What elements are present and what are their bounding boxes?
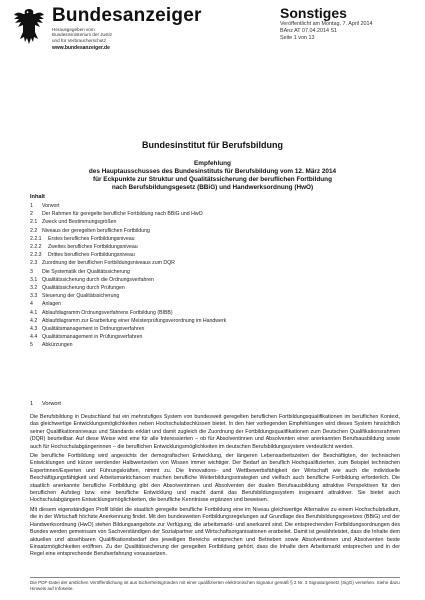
toc-list (30, 202, 400, 350)
recommendation-title (60, 160, 365, 192)
toc-entry-label: Zweck und Bestimmungsgrößen (42, 219, 117, 226)
publication-date: Veröffentlicht am Montag, 7. April 2014 (280, 21, 373, 27)
toc-entry-label: Ablaufdiagramm zur Erarbeitung einer Meisterprüfungsverordnung im Handwerk (42, 317, 227, 324)
toc-entry[interactable] (30, 317, 400, 325)
federal-eagle-icon (12, 6, 46, 48)
section-category: Sonstiges (280, 5, 347, 21)
signature-notice: Die PDF-Datei der amtlichen Veröffentlichung ist aus Sicherheitsgründen mit einer qualifizierten elektronischen Signatur gemäß § 2 Nr. 3 Signaturgesetz (SigG) versehen. Siehe dazu Hinweis auf Infoseite. (30, 580, 400, 591)
toc-entry[interactable] (30, 218, 400, 226)
toc-entry-number: 3 (30, 268, 33, 275)
toc-entry-label: Qualitätsmanagement in Prüfungsverfahren (42, 334, 143, 341)
page-header (12, 6, 412, 58)
toc-entry-label: Der Rahmen für geregelte berufliche Fortbildung nach BBiG und HwO (42, 211, 203, 218)
recommendation-title-line: Empfehlung (194, 160, 231, 167)
toc-entry-label: Zweites berufliches Fortbildungsniveau (48, 244, 138, 251)
brand-publisher-line: Herausgegeben vom (52, 27, 95, 32)
toc-entry-number: 3.2 (30, 285, 38, 292)
toc-entry[interactable] (30, 341, 400, 349)
toc-entry-label: Qualitätssicherung durch Prüfungen (42, 285, 125, 292)
toc-entry-label: Ablaufdiagramm Ordnungsverfahrens Fortbildung (BIBB) (42, 309, 173, 316)
toc-entry-label: Niveaus der geregelten beruflichen Fortbildung (42, 227, 150, 234)
toc-entry-label: Qualitätsmanagement in Ordnungsverfahren (42, 326, 145, 333)
page-counter: Seite 1 von 13 (280, 35, 315, 42)
toc-entry[interactable] (30, 276, 400, 284)
body-paragraph: Mit diesem eigenständigen Profil bildet die staatlich geregelte berufliche Fortbildung eine im Niveau gleichwertige Alternative zu einem Hochschulstudium, die in der Wirtschaft höchste Anerkennung findet. Mit den bundesweiten Fortbildungsregelungen auf Grundlage des Berufsbildungsgesetzes (BBiG) und der Handwerksordnung (HwO) stehen Bildungsangebote zur Verfügung, die arbeitsmarkt- und anerkannt sind. Die entsprechenden Fortbildungsordnungen des Bundes werden gemeinsam von Sachverständigen der Sozialpartner und Wirtschaftsorganisationen erarbeitet. Damit ist gewährleistet, dass die Inhalte dem aktuellen und absehbaren Qualifikationsbedarf des jeweiligen Bereichs entsprechen und Betrieben sowie Absolventinnen und Absolventen beste Einsatzmöglichkeiten eröffnen. Zu der Qualitätssicherung der geregelten Fortbildung gehört, dass die Inhalte dem Arbeitsmarkt entsprechen und in der Regel eine entsprechende Berufserfahrung voraussetzen. (30, 506, 400, 558)
brand-name: Bundesanzeiger (52, 5, 202, 26)
recommendation-title-line: nach Berufsbildungsgesetz (BBiG) und Handwerksordnung (HwO) (111, 184, 314, 191)
toc-entry-number: 2.2.3 (30, 252, 42, 259)
toc-entry-label: Anlagen (42, 301, 62, 308)
issuing-organization: Bundesinstitut für Berufsbildung (142, 140, 283, 150)
toc-entry[interactable] (30, 202, 400, 210)
toc-entry[interactable] (30, 210, 400, 218)
toc-entry-number: 1 (30, 203, 33, 209)
section-title: Vorwort (42, 401, 61, 407)
toc-entry-number: 4.2 (30, 317, 38, 324)
toc-entry-label: Zuordnung der beruflichen Fortbildungsniveaus zum DQR (42, 260, 175, 267)
toc-entry-number: 3.3 (30, 293, 38, 300)
publication-meta (280, 6, 412, 43)
toc-entry[interactable] (30, 309, 400, 317)
toc-entry-number: 5 (30, 342, 33, 349)
toc-entry-number: 2.2.1 (30, 235, 42, 242)
section-heading (30, 401, 400, 407)
brand-publisher-line: Bundesministerium der Justiz (52, 32, 112, 38)
toc-entry-number: 2.2.2 (30, 244, 42, 251)
toc-entry-number: 4.4 (30, 334, 38, 341)
toc-entry[interactable] (30, 243, 400, 251)
toc-entry-number: 4.3 (30, 326, 38, 333)
toc-entry-number: 4 (30, 301, 33, 308)
publication-reference: BAnz AT 07.04.2014 S1 (280, 28, 338, 35)
toc-entry-label: Abkürzungen (42, 342, 73, 349)
toc-entry-label: Steuerung der Qualitätssicherung (42, 293, 120, 300)
brand-publisher-line: und für Verbraucherschutz (52, 37, 106, 43)
toc-heading: Inhalt (30, 194, 45, 200)
recommendation-title-line: für Eckpunkte zur Struktur und Qualitätssicherung der beruflichen Fortbildung (93, 176, 332, 183)
recommendation-title-line: des Hauptausschusses des Bundesinstituts für Berufsbildung vom 12. März 2014 (88, 168, 337, 175)
toc-entry[interactable] (30, 235, 400, 243)
toc-entry-label: Qualitätssicherung durch die Ordnungsverfahren (42, 276, 154, 283)
toc-entry-number: 2 (30, 211, 33, 218)
toc-entry-number: 4.1 (30, 309, 38, 316)
toc-entry[interactable] (30, 284, 400, 292)
toc-entry[interactable] (30, 300, 400, 308)
body-paragraph: Die berufliche Fortbildung wird angesichts der demografischen Entwicklung, der längeren Lebensarbeitszeiten der Beschäftigten, der technischen Entwicklungen und kürzer werdender Halbwertzeiten von Wissen immer wichtiger. Der Bedarf an beruflich Hochqualifizierten, zum Beispiel technischen Expertinnen/Experten und Führungskräften, nimmt zu. Die Innovations- und Wettbewerbsfähigkeit der Wirtschaft wie auch die individuelle Beschäftigungsfähigkeit und Arbeitsmarktchancen machen berufliche Weiterbildungsstrategien und vielfach auch berufliche Fortbildung erforderlich. Die staatlich anerkannte berufliche Fortbildung gibt den Absolventinnen und Absolventen der dualen Berufsausbildung attraktive Perspektiven für den beruflichen Aufstieg bzw. eine berufliche Entwicklung und macht damit das Berufsbildungssystem insgesamt attraktiver. Sie bietet auch Hochschulabgängern Entwicklungsmöglichkeiten, die berufliche Kenntnisse ergänzen und beweisen. (30, 453, 400, 504)
toc-entry-number: 2.2 (30, 227, 38, 234)
toc-entry[interactable] (30, 251, 400, 259)
toc-entry-number: 2.1 (30, 219, 38, 226)
section-number: 1 (30, 401, 34, 407)
footer-divider (30, 577, 400, 578)
brand-block (52, 6, 202, 51)
toc-entry-number: 3.1 (30, 276, 38, 283)
toc-entry[interactable] (30, 325, 400, 333)
toc-entry-number: 2.3 (30, 260, 38, 267)
toc-entry[interactable] (30, 259, 400, 267)
toc-entry-label: Vorwort (42, 203, 60, 209)
toc-entry[interactable] (30, 292, 400, 300)
toc-entry[interactable] (30, 333, 400, 341)
toc-entry[interactable] (30, 227, 400, 235)
body-paragraph: Die Berufsbildung in Deutschland hat ein mehrstufiges System von bundesweit geregelten beruflichen Fortbildungsqualifikationen im beruflichen Kontext, das gleichwertige Entwicklungsmöglichkeiten neben Hochschulabschlüssen bietet. In den hier vorliegenden Empfehlungen wird dieses System hinsichtlich seiner Qualifikationsniveaus und Standards erklärt und damit zugleich die Zuordnung der Fortbildungsqualifikationen zum Deutschen Qualifikationsrahmen (DQR) beurteilbar. Auf diese Weise wird eine für alle Interessierten – ob für Absolventinnen und Absolventen einer anerkannten Berufsausbildung sowie auch für Hochschulabgängerinnen – die beruflichen Entwicklungsmöglichkeiten im deutschen Berufsbildungssystem verdeutlicht werden. (30, 414, 400, 450)
toc-entry[interactable] (30, 268, 400, 276)
toc-entry-label: Erstes berufliches Fortbildungsniveau (48, 235, 135, 242)
toc-entry-label: Die Systematik der Qualitätssicherung (42, 268, 130, 275)
brand-publisher (52, 27, 202, 43)
brand-url[interactable]: www.bundesanzeiger.de (52, 45, 110, 52)
table-of-contents (30, 194, 400, 350)
section-body (30, 414, 400, 561)
toc-entry-label: Drittes berufliches Fortbildungsniveau (48, 252, 135, 259)
